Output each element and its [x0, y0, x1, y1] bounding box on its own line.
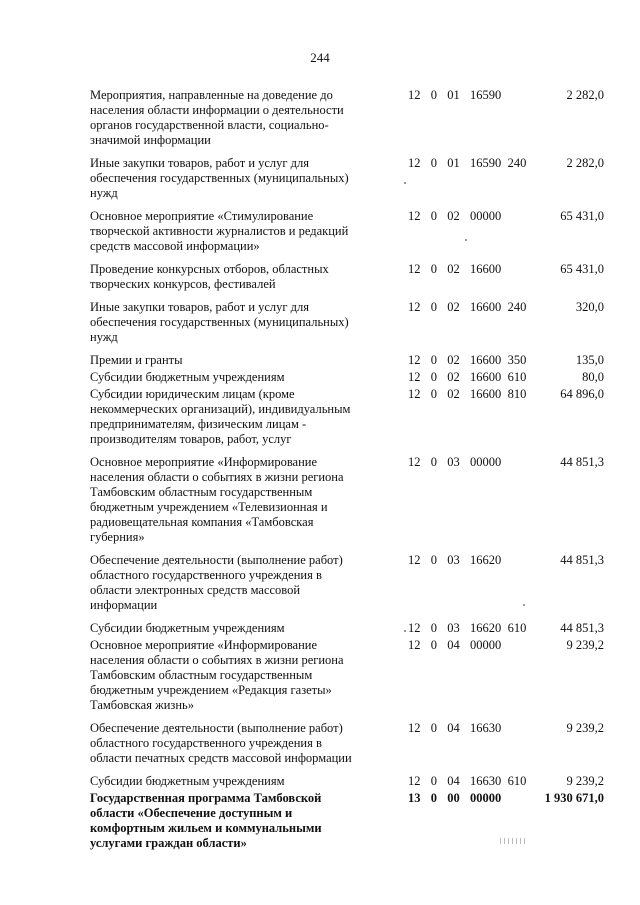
row-description: Мероприятия, направленные на доведение до населения области информации о деятельности органов государственной власти, социально-значимой информации: [90, 88, 344, 147]
table-row: [0, 721, 640, 766]
row-description: Основное мероприятие «Стимулирование творческой активности журналистов и редакций средств массовой информации»: [90, 209, 349, 253]
row-amount: 135,0: [575, 353, 604, 367]
row-amount: 320,0: [575, 300, 604, 314]
scan-speck: [465, 239, 467, 241]
row-description: Обеспечение деятельности (выполнение работ) областного государственного учреждения в области электронных средств массовой информации: [90, 553, 343, 612]
table-row: [0, 156, 640, 201]
row-code: 12 0 04 00000: [408, 638, 502, 652]
row-amount: 80,0: [582, 370, 604, 384]
row-description: Основное мероприятие «Информирование населения области о событиях в жизни региона Тамбовским областным государственным бюджетным учреждением «Телевизионная и радиовещательная компания «Тамбовская губерния»: [90, 455, 344, 544]
row-code: 12 0 02 16600: [408, 300, 502, 314]
row-amount: 64 896,0: [560, 387, 604, 401]
row-code: 12 0 04 16630: [408, 774, 502, 788]
row-description: Проведение конкурсных отборов, областных творческих конкурсов, фестивалей: [90, 262, 329, 291]
row-expense-type: 610: [507, 774, 527, 788]
row-description: Субсидии бюджетным учреждениям: [90, 621, 285, 635]
table-row: [0, 300, 640, 345]
row-amount: 9 239,2: [566, 721, 604, 735]
table-row: [0, 209, 640, 254]
row-code: 12 0 04 16630: [408, 721, 502, 735]
table-row: [0, 774, 640, 789]
row-amount: 44 851,3: [560, 621, 604, 635]
row-description: Премии и гранты: [90, 353, 183, 367]
row-code: 12 0 02 16600: [408, 262, 502, 276]
row-code: 12 0 02 16600: [408, 387, 502, 401]
row-expense-type: 610: [507, 621, 527, 635]
table-row: [0, 455, 640, 545]
row-code: 12 0 01 16590: [408, 156, 502, 170]
page-number: 244: [310, 50, 330, 65]
row-expense-type: 610: [507, 370, 527, 384]
row-amount: 44 851,3: [560, 553, 604, 567]
row-code: 12 0 03 16620: [408, 621, 502, 635]
row-description: Основное мероприятие «Информирование населения области о событиях в жизни региона Тамбовским областным государственным бюджетным учреждением «Редакция газеты» Тамбовская жизнь»: [90, 638, 344, 712]
row-amount: 1 930 671,0: [544, 791, 604, 805]
budget-table: [0, 88, 640, 859]
table-row: [0, 553, 640, 613]
table-row: [0, 262, 640, 292]
row-expense-type: 350: [507, 353, 527, 367]
table-row: [0, 370, 640, 385]
row-code: 12 0 02 16600: [408, 353, 502, 367]
row-description: Субсидии юридическим лицам (кроме некоммерческих организаций), индивидуальным предпринимателям, физическим лицам - производителям товаров, работ, услуг: [90, 387, 351, 446]
scan-speck: [404, 630, 406, 632]
row-description: Государственная программа Тамбовской области «Обеспечение доступным и комфортным жильем и коммунальными услугами граждан области»: [90, 791, 322, 850]
row-amount: 65 431,0: [560, 209, 604, 223]
scan-speck: [404, 182, 406, 184]
row-amount: 9 239,2: [566, 774, 604, 788]
row-code: 13 0 00 00000: [408, 791, 502, 805]
row-code: 12 0 03 16620: [408, 553, 502, 567]
row-code: 12 0 02 00000: [408, 209, 502, 223]
row-description: Обеспечение деятельности (выполнение работ) областного государственного учреждения в области печатных средств массовой информации: [90, 721, 352, 765]
row-amount: 65 431,0: [560, 262, 604, 276]
table-row-program-total: [0, 791, 640, 851]
row-code: 12 0 02 16600: [408, 370, 502, 384]
table-row: [0, 353, 640, 368]
row-description: Иные закупки товаров, работ и услуг для обеспечения государственных (муниципальных) нужд: [90, 156, 349, 200]
row-amount: 2 282,0: [566, 88, 604, 102]
table-row: [0, 88, 640, 148]
row-code: 12 0 03 00000: [408, 455, 502, 469]
row-amount: 44 851,3: [560, 455, 604, 469]
row-description: Субсидии бюджетным учреждениям: [90, 370, 285, 384]
row-code: 12 0 01 16590: [408, 88, 502, 102]
row-description: Субсидии бюджетным учреждениям: [90, 774, 285, 788]
row-expense-type: 240: [507, 300, 527, 314]
row-description: Иные закупки товаров, работ и услуг для обеспечения государственных (муниципальных) нужд: [90, 300, 349, 344]
table-row: [0, 638, 640, 713]
scan-speck: [523, 604, 525, 606]
row-expense-type: 810: [507, 387, 527, 401]
row-expense-type: 240: [507, 156, 527, 170]
row-amount: 2 282,0: [566, 156, 604, 170]
table-row: [0, 621, 640, 636]
table-row: [0, 387, 640, 447]
scan-noise: [500, 838, 528, 844]
row-amount: 9 239,2: [566, 638, 604, 652]
